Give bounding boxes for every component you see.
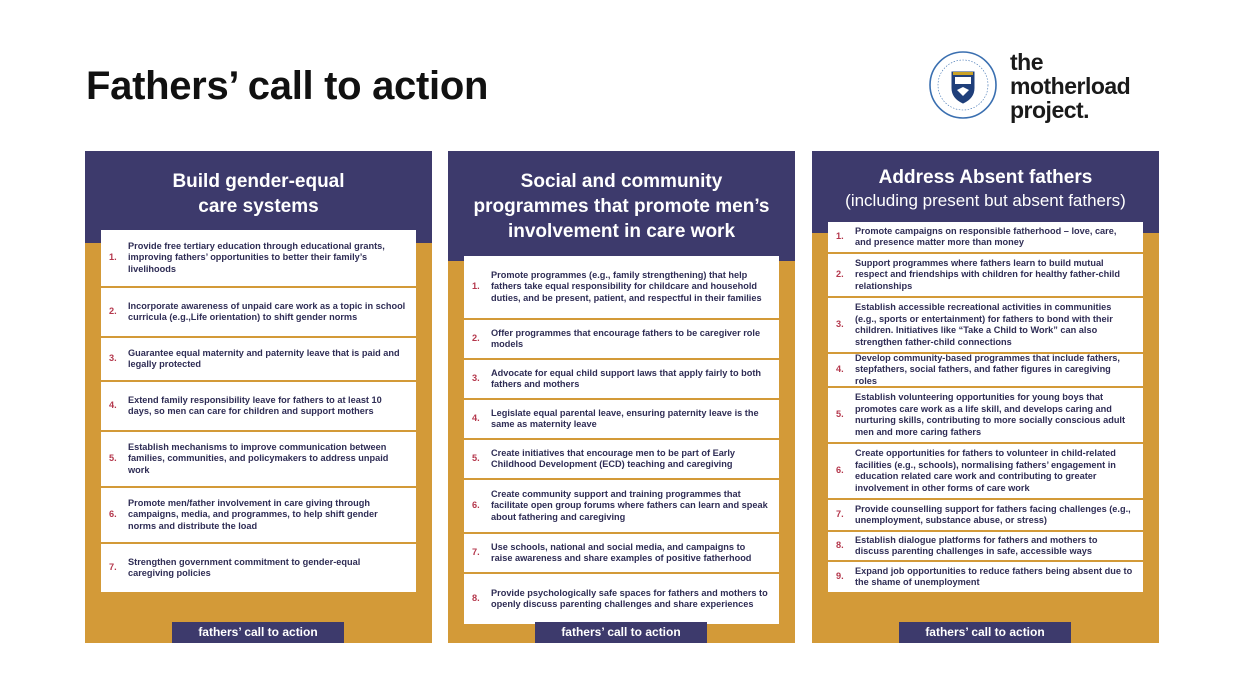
list-item (101, 432, 416, 488)
item-text: Support programmes where fathers learn to build mutual respect and friendships with children for healthy father-child relationships (855, 257, 1120, 291)
list-item (464, 440, 779, 480)
item-text: Develop community-based programmes that include fathers, stepfathers, social fathers, and father figures in caregiving roles (855, 352, 1120, 386)
item-text: Guarantee equal maternity and paternity leave that is paid and legally protected (128, 347, 400, 369)
item-number: 3. (472, 373, 480, 384)
item-text: Promote campaigns on responsible fatherhood – love, care, and presence matter more than money (855, 225, 1117, 247)
item-list (828, 222, 1143, 594)
item-text: Create initiatives that encourage men to be part of Early Childhood Development (ECD) teaching and caregiving (491, 447, 736, 469)
footer-label: fathers’ call to action (172, 622, 344, 643)
list-item (464, 360, 779, 400)
item-text: Provide counselling support for fathers facing challenges (e.g., unemployment, substance abuse, or stress) (855, 503, 1131, 525)
item-number: 1. (472, 281, 480, 292)
item-text: Extend family responsibility leave for fathers to at least 10 days, so men can care for children and support mothers (128, 394, 382, 416)
item-number: 5. (836, 409, 844, 420)
item-number: 6. (836, 465, 844, 476)
list-item (828, 254, 1143, 298)
item-text: Incorporate awareness of unpaid care work as a topic in school curricula (e.g.,Life orientation) to shift gender norms (128, 300, 406, 322)
item-number: 4. (836, 364, 844, 375)
item-number: 7. (472, 547, 480, 558)
list-item (464, 480, 779, 534)
list-item (828, 388, 1143, 444)
card-subtitle: (including present but absent fathers) (845, 191, 1126, 210)
list-item (464, 256, 779, 320)
item-number: 1. (109, 252, 117, 263)
list-item (101, 544, 416, 594)
item-text: Advocate for equal child support laws that apply fairly to both fathers and mothers (491, 367, 762, 389)
list-item (101, 382, 416, 432)
item-text: Use schools, national and social media, and campaigns to raise awareness and share examples of positive fatherhood (491, 541, 752, 563)
list-item (101, 338, 416, 382)
card-gender-equal-care (85, 151, 432, 643)
item-number: 8. (836, 540, 844, 551)
item-text: Offer programmes that encourage fathers to be caregiver role models (491, 327, 761, 349)
list-item (464, 320, 779, 360)
item-number: 3. (836, 319, 844, 330)
list-item (828, 298, 1143, 354)
list-item (464, 400, 779, 440)
list-item (828, 532, 1143, 562)
item-number: 2. (109, 306, 117, 317)
card-header (448, 151, 795, 261)
brand-line: project. (1010, 97, 1090, 123)
item-number: 7. (109, 562, 117, 573)
card-header (812, 151, 1159, 233)
card-title: Address Absent fathers (878, 167, 1093, 188)
item-number: 8. (472, 593, 480, 604)
brand-line: the (1010, 49, 1043, 75)
list-item (828, 562, 1143, 594)
item-number: 5. (109, 453, 117, 464)
page-title: Fathers’ call to action (86, 64, 489, 108)
list-item (828, 354, 1143, 388)
card-community-programmes (448, 151, 795, 643)
item-text: Establish dialogue platforms for fathers and mothers to discuss parenting challenges in safe, accessible ways (855, 534, 1098, 556)
card-absent-fathers (812, 151, 1159, 643)
item-text: Create community support and training programmes that facilitate open group forums where fathers can learn and speak about fathering and caregiving (491, 488, 768, 522)
item-number: 6. (109, 509, 117, 520)
item-text: Create opportunities for fathers to volunteer in child-related facilities (e.g., schools), normalising fathers’ engagement in education related care work and contributing to greater involvement in other forms of care work (855, 448, 1116, 493)
item-text: Establish mechanisms to improve communication between families, communities, and policymakers to address unpaid work (128, 441, 389, 475)
item-number: 4. (472, 413, 480, 424)
item-text: Strengthen government commitment to gender-equal caregiving policies (128, 556, 361, 578)
item-number: 7. (836, 509, 844, 520)
item-list (101, 230, 416, 594)
item-text: Establish accessible recreational activities in communities (e.g., sports or entertainment) for fathers to bond with their children. Initiatives like “Take a Child to Work” can also strengthen father-child connections (855, 302, 1113, 347)
item-number: 2. (472, 333, 480, 344)
footer-label: fathers’ call to action (899, 622, 1071, 643)
list-item (828, 444, 1143, 500)
list-item (101, 488, 416, 544)
item-number: 1. (836, 231, 844, 242)
list-item (828, 222, 1143, 254)
item-list (464, 256, 779, 626)
item-text: Provide free tertiary education through educational grants, improving fathers’ opportunities to better their family’s livelihoods (128, 240, 385, 274)
item-text: Establish volunteering opportunities for young boys that promotes care work as a life skill, and develops caring and nurturing skills, contributing to more socially conscious adult men and more caring fathers (855, 392, 1126, 437)
item-number: 3. (109, 353, 117, 364)
university-seal-logo (928, 50, 998, 120)
item-number: 6. (472, 500, 480, 511)
motherload-project-logo (1010, 50, 1130, 122)
item-number: 4. (109, 400, 117, 411)
item-number: 5. (472, 453, 480, 464)
item-text: Legislate equal parental leave, ensuring paternity leave is the same as maternity leave (491, 407, 759, 429)
item-number: 9. (836, 571, 844, 582)
item-number: 2. (836, 269, 844, 280)
card-title: Build gender-equal care systems (172, 171, 345, 217)
item-text: Expand job opportunities to reduce fathers being absent due to the shame of unemployment (855, 565, 1133, 587)
item-text: Promote programmes (e.g., family strengthening) that help fathers take equal responsibility for childcare and household duties, and be present, patient, and respectful in their families (491, 269, 762, 303)
item-text: Promote men/father involvement in care giving through campaigns, media, and programmes, to help shift gender norms and distribute the load (128, 497, 378, 531)
item-text: Provide psychologically safe spaces for fathers and mothers to openly discuss parenting challenges and share experiences (491, 587, 768, 609)
list-item (101, 230, 416, 288)
list-item (101, 288, 416, 338)
list-item (828, 500, 1143, 532)
card-title: Social and community programmes that promote men’s involvement in care work (473, 171, 770, 242)
footer-label: fathers’ call to action (535, 622, 707, 643)
list-item (464, 574, 779, 626)
list-item (464, 534, 779, 574)
brand-line: motherload (1010, 73, 1131, 99)
